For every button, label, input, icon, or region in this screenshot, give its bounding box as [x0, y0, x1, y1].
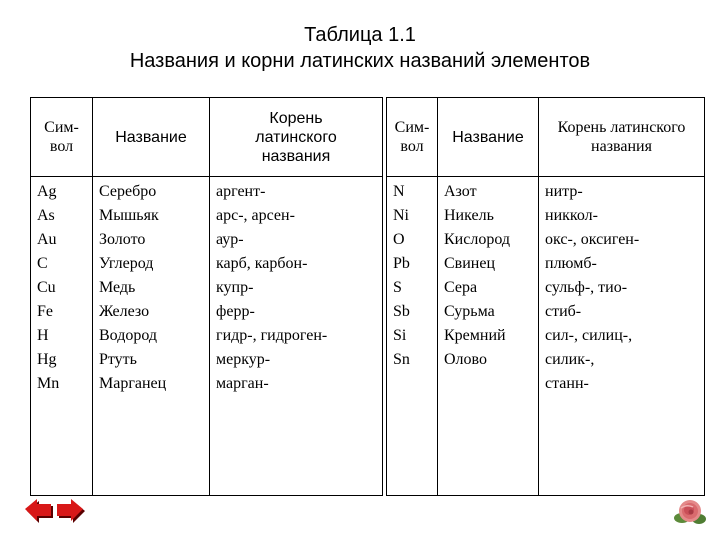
root-cell: марган-: [216, 375, 269, 392]
name-cell: Азот: [444, 183, 477, 200]
header-root-left-line-1: Корень: [269, 109, 323, 127]
root-cell: окс-, оксиген-: [545, 231, 640, 248]
root-cell: гидр-, гидроген-: [216, 327, 328, 344]
title-line-1: Таблица 1.1: [304, 24, 416, 46]
symbol-cell: C: [37, 255, 48, 272]
col-symbol-left: [31, 177, 93, 496]
page-title: [0, 22, 720, 74]
name-cell: Сера: [444, 279, 478, 296]
symbol-cell: Pb: [393, 255, 410, 272]
name-cell: Марганец: [99, 375, 167, 392]
name-cell: Железо: [99, 303, 150, 320]
name-cell: Сурьма: [444, 303, 495, 320]
root-cell: сульф-, тио-: [545, 279, 628, 296]
symbol-cell: As: [37, 207, 55, 224]
header-name-left: Название: [93, 98, 210, 177]
name-cell: Кислород: [444, 231, 510, 248]
root-cell: меркур-: [216, 351, 271, 368]
root-cell: купр-: [216, 279, 254, 296]
root-cell: ферр-: [216, 303, 255, 320]
arrow-right-icon[interactable]: [56, 497, 86, 523]
name-cell: Никель: [444, 207, 494, 224]
header-root-right: [539, 98, 705, 177]
symbol-cell: Fe: [37, 303, 53, 320]
root-cell: аргент-: [216, 183, 266, 200]
header-root-left: [210, 98, 383, 177]
symbol-cell: Si: [393, 327, 407, 344]
name-cell: Водород: [99, 327, 158, 344]
col-name-right: [438, 177, 539, 496]
title-line-2: Названия и корни латинских названий элементов: [129, 50, 591, 72]
symbol-cell: Au: [37, 231, 57, 248]
root-cell: никкол-: [545, 207, 598, 224]
root-cell: арс-, арсен-: [216, 207, 295, 224]
header-symbol-left-line-1: Сим-: [44, 119, 79, 136]
elements-table: [30, 97, 705, 496]
col-symbol-right: [387, 177, 438, 496]
header-root-left-line-2: латинского: [255, 128, 337, 146]
symbol-cell: Cu: [37, 279, 56, 296]
table-header-row: [31, 98, 705, 177]
rose-icon[interactable]: [673, 498, 707, 526]
header-symbol-right-line-2: вол: [400, 138, 424, 155]
col-name-left: [93, 177, 210, 496]
symbol-cell: H: [37, 327, 49, 344]
header-root-left-line-3: названия: [261, 147, 331, 165]
name-cell: Золото: [99, 231, 146, 248]
symbol-cell: N: [393, 183, 405, 200]
root-cell: силик-,: [545, 351, 595, 368]
symbol-cell: Ag: [37, 183, 57, 200]
symbol-cell: Mn: [37, 375, 60, 392]
name-cell: Углерод: [99, 255, 154, 272]
name-cell: Мышьяк: [99, 207, 159, 224]
symbol-cell: O: [393, 231, 405, 248]
symbol-cell: Sn: [393, 351, 410, 368]
root-cell: плюмб-: [545, 255, 597, 272]
root-cell: аур-: [216, 231, 244, 248]
root-cell: станн-: [545, 375, 589, 392]
name-cell: Олово: [444, 351, 487, 368]
header-name-right: Название: [438, 98, 539, 177]
header-root-right-line-1: Корень латинского: [557, 119, 686, 136]
symbol-cell: Sb: [393, 303, 410, 320]
root-cell: стиб-: [545, 303, 582, 320]
col-root-right: [539, 177, 705, 496]
name-cell: Ртуть: [99, 351, 137, 368]
name-cell: Кремний: [444, 327, 506, 344]
root-cell: нитр-: [545, 183, 583, 200]
name-cell: Медь: [99, 279, 136, 296]
symbol-cell: Hg: [37, 351, 57, 368]
table-body-row: [31, 177, 705, 496]
col-root-left: [210, 177, 383, 496]
root-cell: карб, карбон-: [216, 255, 308, 272]
header-root-right-line-2: названия: [591, 138, 652, 155]
header-symbol-right: [387, 98, 438, 177]
header-symbol-left-line-2: вол: [49, 138, 74, 155]
root-cell: сил-, силиц-,: [545, 327, 633, 344]
name-cell: Свинец: [444, 255, 496, 272]
header-symbol-left: [31, 98, 93, 177]
symbol-cell: S: [393, 279, 402, 296]
arrow-left-icon[interactable]: [24, 497, 54, 523]
name-cell: Серебро: [99, 183, 157, 200]
header-symbol-right-line-1: Сим-: [394, 119, 430, 136]
symbol-cell: Ni: [393, 207, 409, 224]
